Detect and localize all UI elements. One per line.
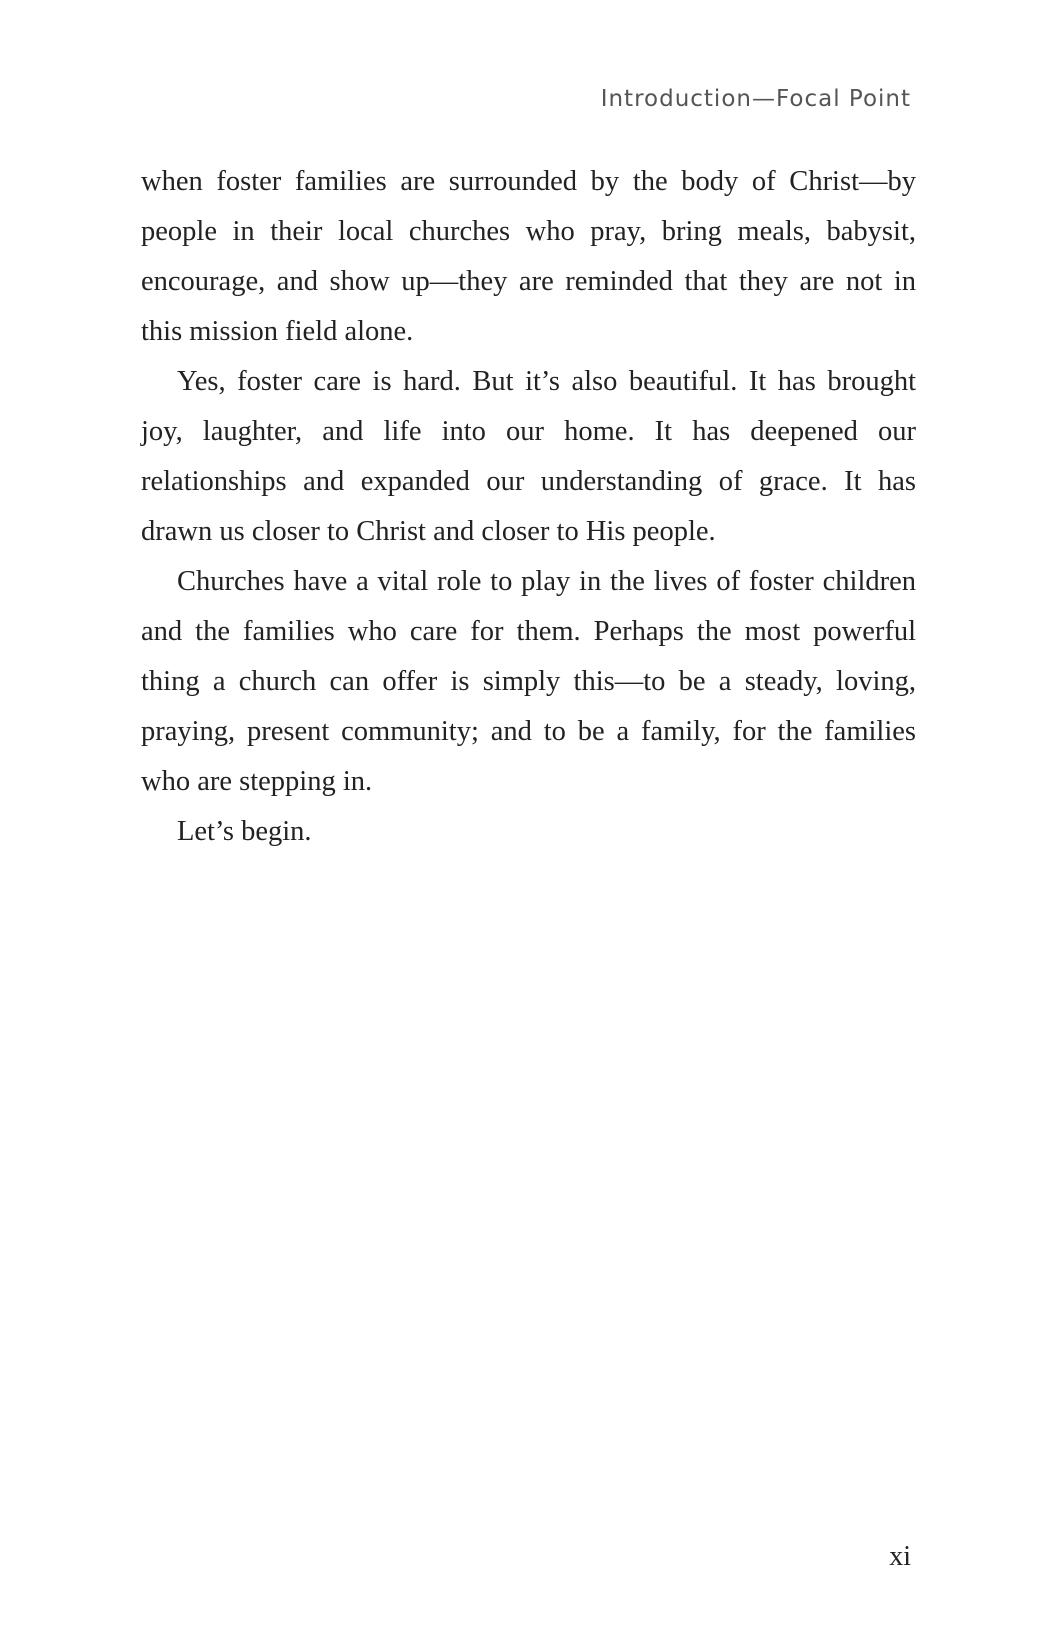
- paragraph: Churches have a vital role to play in the lives of foster children and the families who care for them. Perhaps the most powerful thing a church can offer is simply this—to be a steady, loving, praying, present community; and to be a family, for the families who are stepping in.: [141, 566, 916, 797]
- paragraph-closing: Let’s begin.: [177, 816, 312, 847]
- paragraph: Yes, foster care is hard. But it’s also beautiful. It has brought joy, laughter, and life into our home. It has deepened our relationships and expanded our understanding of grace. It has drawn us closer to Christ and closer to His people.: [141, 366, 916, 547]
- body-text: [141, 157, 916, 857]
- paragraph-continuation: when foster families are surrounded by the body of Christ—by people in their local churches who pray, bring meals, babysit, encourage, and show up—they are reminded that they are not in this mission field alone.: [141, 166, 916, 347]
- page-number: xi: [889, 1541, 911, 1572]
- running-header: Introduction—Focal Point: [600, 86, 911, 112]
